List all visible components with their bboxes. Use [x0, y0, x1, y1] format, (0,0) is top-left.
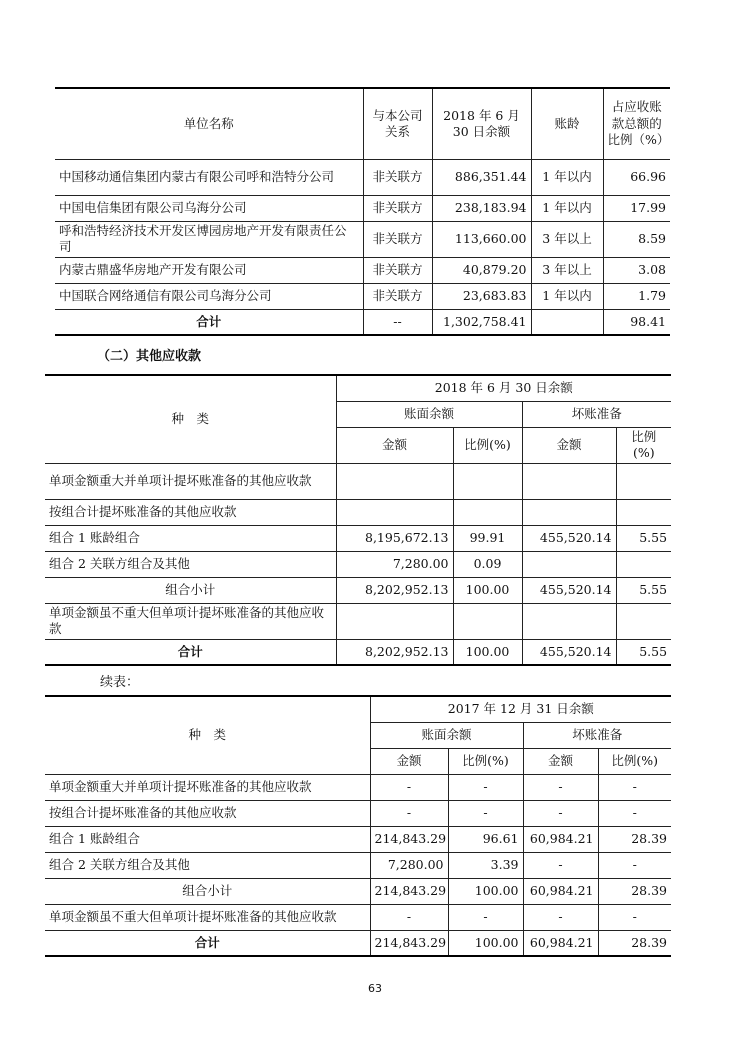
table-row	[45, 800, 671, 826]
ratio: 66.96	[603, 159, 670, 195]
amount	[336, 463, 453, 499]
header-bd-ratio: 比例(%)	[598, 748, 671, 774]
relation: 非关联方	[363, 221, 432, 257]
amount: 214,843.29	[370, 930, 448, 956]
balance: 886,351.44	[432, 159, 531, 195]
age: 1 年以内	[531, 159, 603, 195]
bd-ratio	[616, 463, 671, 499]
bd-amount	[522, 463, 616, 499]
header-bd-ratio: 比例(%)	[616, 427, 671, 463]
section-heading: （二）其他应收款	[97, 349, 202, 364]
page-number: 63	[368, 982, 382, 995]
total-row	[45, 639, 671, 665]
row-label: 单项金额虽不重大但单项计提坏账准备的其他应收款	[45, 904, 370, 930]
bd-amount: 455,520.14	[522, 577, 616, 603]
table-row	[45, 551, 671, 577]
bd-amount: 60,984.21	[523, 930, 598, 956]
table-header-row	[55, 88, 670, 159]
ratio: 100.00	[448, 930, 523, 956]
total-relation: --	[363, 309, 432, 335]
header-period: 2018 年 6 月 30 日余额	[336, 375, 671, 401]
continued-label: 续表：	[100, 675, 140, 690]
amount	[336, 499, 453, 525]
table-row	[45, 603, 671, 639]
header-bd-amount: 金额	[523, 748, 598, 774]
table-row	[45, 525, 671, 551]
amount: 8,202,952.13	[336, 577, 453, 603]
bd-amount	[522, 603, 616, 639]
ratio: 100.00	[453, 577, 522, 603]
amount: 214,843.29	[370, 878, 448, 904]
bd-amount: -	[523, 800, 598, 826]
total-ratio: 98.41	[603, 309, 670, 335]
header-bad-debt: 坏账准备	[522, 401, 671, 427]
header-period: 2017 年 12 月 31 日余额	[370, 696, 671, 722]
ratio: 0.09	[453, 551, 522, 577]
total-label: 合计	[55, 309, 363, 335]
bd-amount: -	[523, 852, 598, 878]
row-label: 组合 2 关联方组合及其他	[45, 852, 370, 878]
ratio: 100.00	[453, 639, 522, 665]
ratio: 96.61	[448, 826, 523, 852]
table-header-row	[45, 696, 671, 722]
unit-name: 内蒙古鼎盛华房地产开发有限公司	[55, 257, 363, 283]
bd-ratio: -	[598, 852, 671, 878]
ratio: 99.91	[453, 525, 522, 551]
age: 3 年以上	[531, 221, 603, 257]
header-relation: 与本公司关系	[363, 88, 432, 159]
bd-ratio: 28.39	[598, 878, 671, 904]
amount: 214,843.29	[370, 826, 448, 852]
bd-amount: -	[523, 904, 598, 930]
row-label: 组合小计	[45, 878, 370, 904]
row-label: 组合 1 账龄组合	[45, 826, 370, 852]
balance: 113,660.00	[432, 221, 531, 257]
row-label: 按组合计提坏账准备的其他应收款	[45, 499, 336, 525]
header-ratio: 比例(%)	[453, 427, 522, 463]
row-label: 合计	[45, 930, 370, 956]
age: 1 年以内	[531, 195, 603, 221]
unit-name: 呼和浩特经济技术开发区博园房地产开发有限责任公司	[55, 221, 363, 257]
unit-name: 中国移动通信集团内蒙古有限公司呼和浩特分公司	[55, 159, 363, 195]
amount	[336, 603, 453, 639]
table-row	[45, 499, 671, 525]
row-label: 合计	[45, 639, 336, 665]
bd-ratio	[616, 603, 671, 639]
amount: 8,202,952.13	[336, 639, 453, 665]
age: 3 年以上	[531, 257, 603, 283]
bd-ratio: 28.39	[598, 930, 671, 956]
row-label: 按组合计提坏账准备的其他应收款	[45, 800, 370, 826]
ratio: 8.59	[603, 221, 670, 257]
table-row	[45, 826, 671, 852]
relation: 非关联方	[363, 283, 432, 309]
bd-ratio: 5.55	[616, 525, 671, 551]
bd-amount	[522, 499, 616, 525]
ratio: 17.99	[603, 195, 670, 221]
table-row	[45, 463, 671, 499]
table-row	[55, 221, 670, 257]
bd-ratio: 28.39	[598, 826, 671, 852]
header-bd-amount: 金额	[522, 427, 616, 463]
header-book-balance: 账面余额	[370, 722, 523, 748]
total-age	[531, 309, 603, 335]
total-row	[45, 930, 671, 956]
ratio: -	[448, 774, 523, 800]
relation: 非关联方	[363, 159, 432, 195]
table-row	[45, 852, 671, 878]
row-label: 单项金额虽不重大但单项计提坏账准备的其他应收款	[45, 603, 336, 639]
table-header-row	[45, 375, 671, 401]
balance: 23,683.83	[432, 283, 531, 309]
amount: -	[370, 904, 448, 930]
ratio	[453, 463, 522, 499]
total-balance: 1,302,758.41	[432, 309, 531, 335]
header-age: 账龄	[531, 88, 603, 159]
table-row	[55, 159, 670, 195]
row-label: 单项金额重大并单项计提坏账准备的其他应收款	[45, 774, 370, 800]
header-kind: 种 类	[45, 375, 336, 463]
table-row	[45, 904, 671, 930]
row-label: 组合小计	[45, 577, 336, 603]
table-row	[55, 195, 670, 221]
subtotal-row	[45, 878, 671, 904]
amount: 7,280.00	[370, 852, 448, 878]
bd-amount: 60,984.21	[523, 826, 598, 852]
ratio: -	[448, 800, 523, 826]
bd-ratio: -	[598, 774, 671, 800]
header-unit-name: 单位名称	[55, 88, 363, 159]
bd-ratio: -	[598, 904, 671, 930]
relation: 非关联方	[363, 195, 432, 221]
header-amount: 金额	[336, 427, 453, 463]
table-row	[55, 257, 670, 283]
header-balance: 2018 年 6 月 30 日余额	[432, 88, 531, 159]
amount: 8,195,672.13	[336, 525, 453, 551]
total-row	[55, 309, 670, 335]
bd-ratio: 5.55	[616, 639, 671, 665]
relation: 非关联方	[363, 257, 432, 283]
row-label: 组合 1 账龄组合	[45, 525, 336, 551]
bd-ratio	[616, 499, 671, 525]
ratio: -	[448, 904, 523, 930]
bd-ratio	[616, 551, 671, 577]
header-ratio: 比例(%)	[448, 748, 523, 774]
balance: 40,879.20	[432, 257, 531, 283]
receivables-top5-table	[55, 87, 670, 336]
bd-ratio: -	[598, 800, 671, 826]
row-label: 单项金额重大并单项计提坏账准备的其他应收款	[45, 463, 336, 499]
header-kind: 种 类	[45, 696, 370, 774]
table-row	[55, 283, 670, 309]
bd-amount	[522, 551, 616, 577]
bd-amount: -	[523, 774, 598, 800]
amount: 7,280.00	[336, 551, 453, 577]
unit-name: 中国电信集团有限公司乌海分公司	[55, 195, 363, 221]
bd-amount: 455,520.14	[522, 639, 616, 665]
header-ratio: 占应收账款总额的比例（%）	[603, 88, 670, 159]
amount: -	[370, 774, 448, 800]
ratio: 1.79	[603, 283, 670, 309]
other-receivables-2018-table	[45, 374, 671, 666]
unit-name: 中国联合网络通信有限公司乌海分公司	[55, 283, 363, 309]
ratio: 3.39	[448, 852, 523, 878]
bd-ratio: 5.55	[616, 577, 671, 603]
bd-amount: 455,520.14	[522, 525, 616, 551]
ratio: 100.00	[448, 878, 523, 904]
row-label: 组合 2 关联方组合及其他	[45, 551, 336, 577]
header-bad-debt: 坏账准备	[523, 722, 671, 748]
amount: -	[370, 800, 448, 826]
balance: 238,183.94	[432, 195, 531, 221]
header-amount: 金额	[370, 748, 448, 774]
other-receivables-2017-table	[45, 695, 671, 957]
bd-amount: 60,984.21	[523, 878, 598, 904]
ratio	[453, 603, 522, 639]
table-row	[45, 774, 671, 800]
subtotal-row	[45, 577, 671, 603]
age: 1 年以内	[531, 283, 603, 309]
ratio	[453, 499, 522, 525]
ratio: 3.08	[603, 257, 670, 283]
header-book-balance: 账面余额	[336, 401, 522, 427]
